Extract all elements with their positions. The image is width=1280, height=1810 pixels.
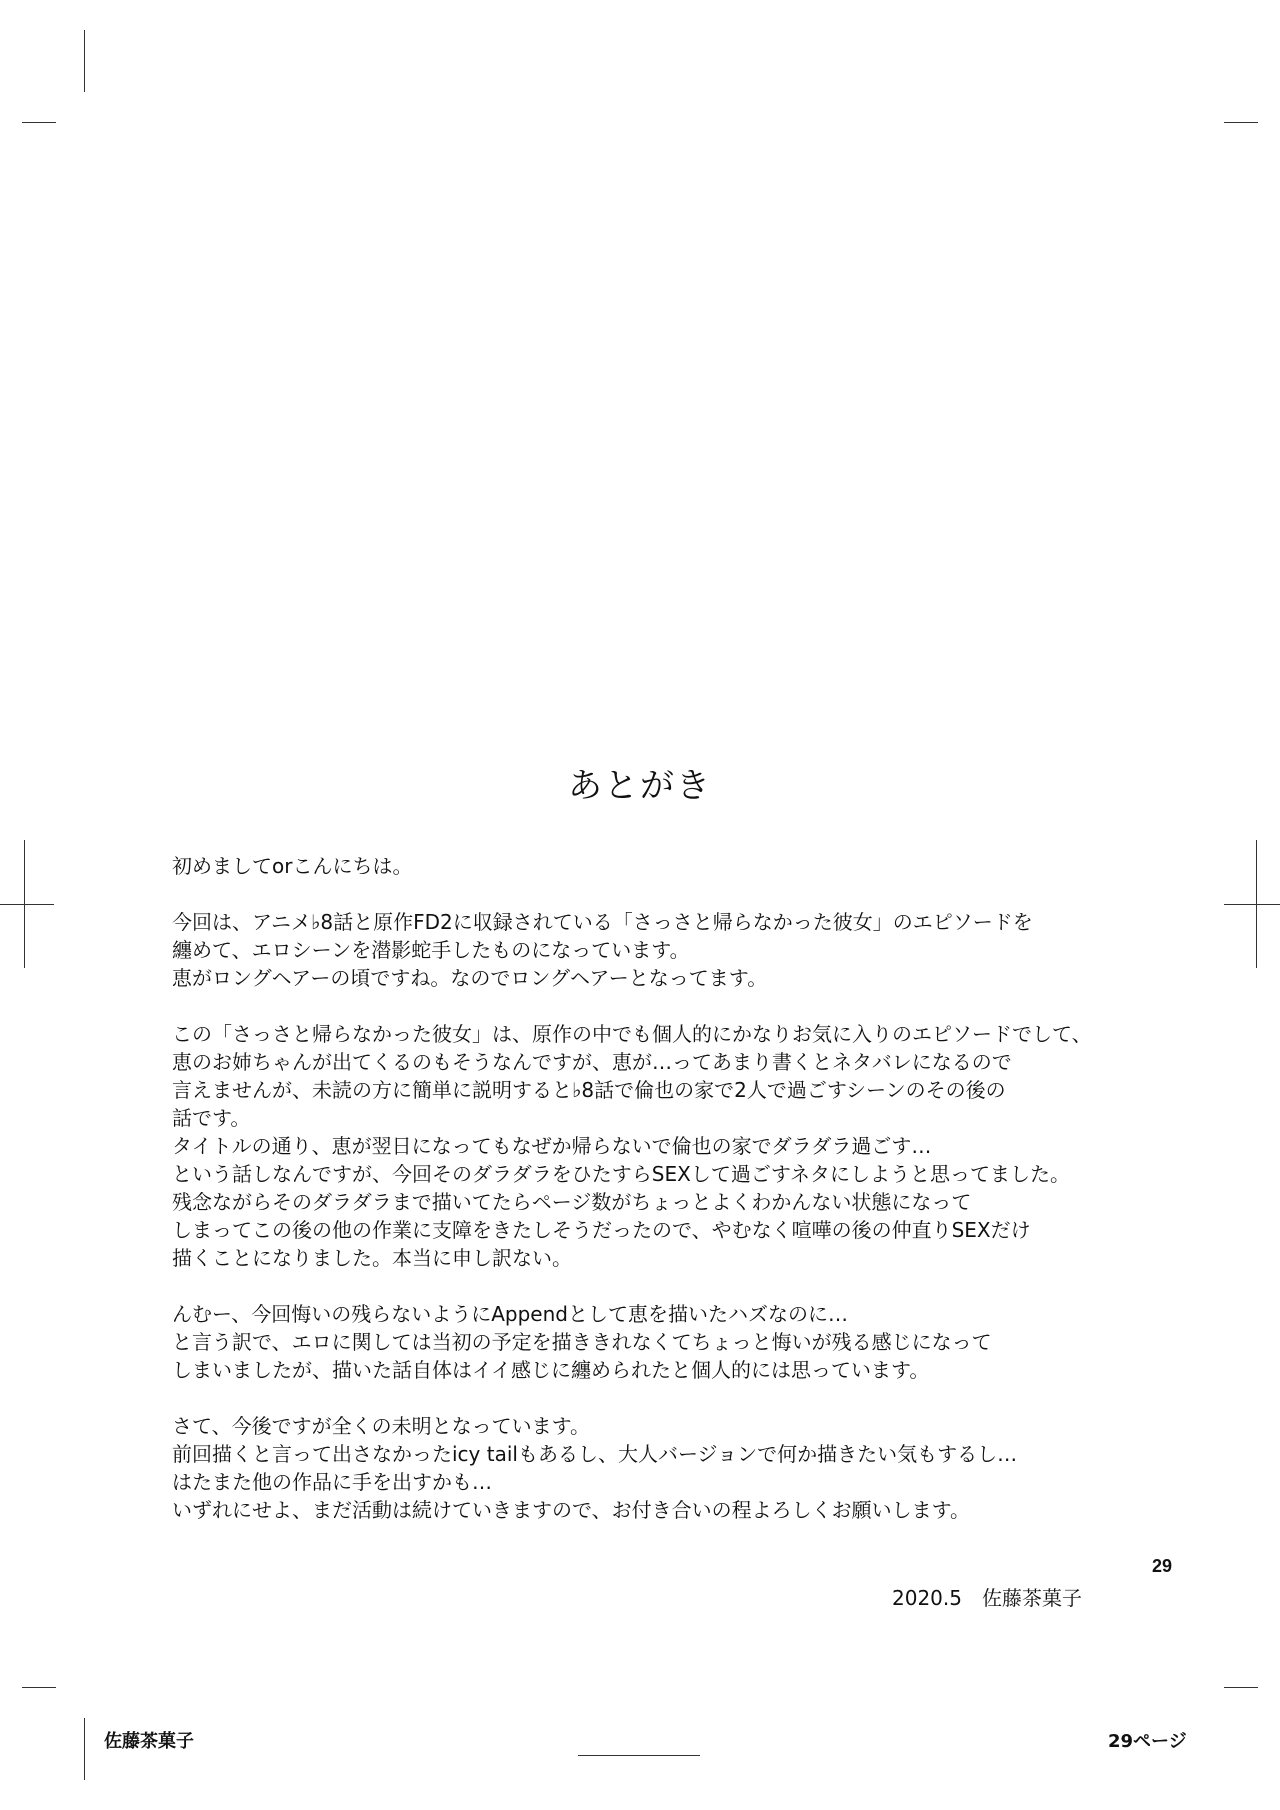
crop-mark-top-left-vertical <box>84 30 85 92</box>
text-line: しまってこの後の他の作業に支障をきたしそうだったので、やむなく喧嘩の後の仲直りSEXだけ <box>172 1218 1031 1242</box>
text-line: 初めましてorこんにちは。 <box>172 854 413 878</box>
crop-mark-mid-left-horizontal <box>0 904 54 905</box>
text-line: さて、今後ですが全くの未明となっています。 <box>172 1414 590 1438</box>
text-line: と言う訳で、エロに関しては当初の予定を描ききれなくてちょっと悔いが残る感じになって <box>172 1330 992 1354</box>
text-line: んむー、今回悔いの残らないようにAppendとして恵を描いたハズなのに… <box>172 1302 848 1326</box>
footer-divider <box>578 1755 700 1756</box>
crop-mark-top-right-horizontal <box>1224 122 1258 123</box>
text-line: いずれにせよ、まだ活動は続けていきますので、お付き合いの程よろしくお願いします。 <box>172 1498 970 1522</box>
text-line: はたまた他の作品に手を出すかも… <box>172 1470 492 1494</box>
footer-page-label: 29ページ <box>1108 1731 1187 1752</box>
text-line: しまいましたが、描いた話自体はイイ感じに纏められたと個人的には思っています。 <box>172 1358 930 1382</box>
text-line: 恵がロングヘアーの頃ですね。なのでロングヘアーとなってます。 <box>172 966 768 990</box>
crop-mark-bottom-left-horizontal <box>22 1687 56 1688</box>
text-line: 話です。 <box>172 1106 251 1130</box>
text-line: 残念ながらそのダラダラまで描いてたらページ数がちょっとよくわかんない状態になって <box>172 1190 972 1214</box>
text-line: 今回は、アニメ♭8話と原作FD2に収録されている「さっさと帰らなかった彼女」のエピソードを <box>172 910 1033 934</box>
page-number: 29 <box>1152 1556 1173 1576</box>
crop-mark-bottom-left-vertical <box>84 1718 85 1780</box>
text-line: 言えませんが、未読の方に簡単に説明すると♭8話で倫也の家で2人で過ごすシーンのその後の <box>172 1078 1006 1102</box>
text-line: この「さっさと帰らなかった彼女」は、原作の中でも個人的にかなりお気に入りのエピソードでして、 <box>172 1022 1092 1046</box>
text-line: 纏めて、エロシーンを潜影蛇手したものになっています。 <box>172 938 690 962</box>
date-signature: 2020.5 佐藤茶菓子 <box>892 1586 1082 1610</box>
text-line: 描くことになりました。本当に申し訳ない。 <box>172 1246 572 1270</box>
page-title: あとがき <box>568 766 712 806</box>
crop-mark-bottom-right-horizontal <box>1224 1687 1258 1688</box>
text-line: という話しなんですが、今回そのダラダラをひたすらSEXして過ごすネタにしようと思ってました。 <box>172 1162 1071 1186</box>
text-line: 恵のお姉ちゃんが出てくるのもそうなんですが、恵が…ってあまり書くとネタバレになるので <box>172 1050 1012 1074</box>
text-line: タイトルの通り、恵が翌日になってもなぜか帰らないで倫也の家でダラダラ過ごす… <box>172 1134 932 1158</box>
crop-mark-mid-right-horizontal <box>1224 904 1280 905</box>
crop-mark-top-left-horizontal <box>22 122 56 123</box>
footer-author: 佐藤茶菓子 <box>104 1731 194 1752</box>
text-line: 前回描くと言って出さなかったicy tailもあるし、大人バージョンで何か描きたい気もするし… <box>172 1442 1018 1466</box>
afterword-body <box>172 852 1132 1524</box>
